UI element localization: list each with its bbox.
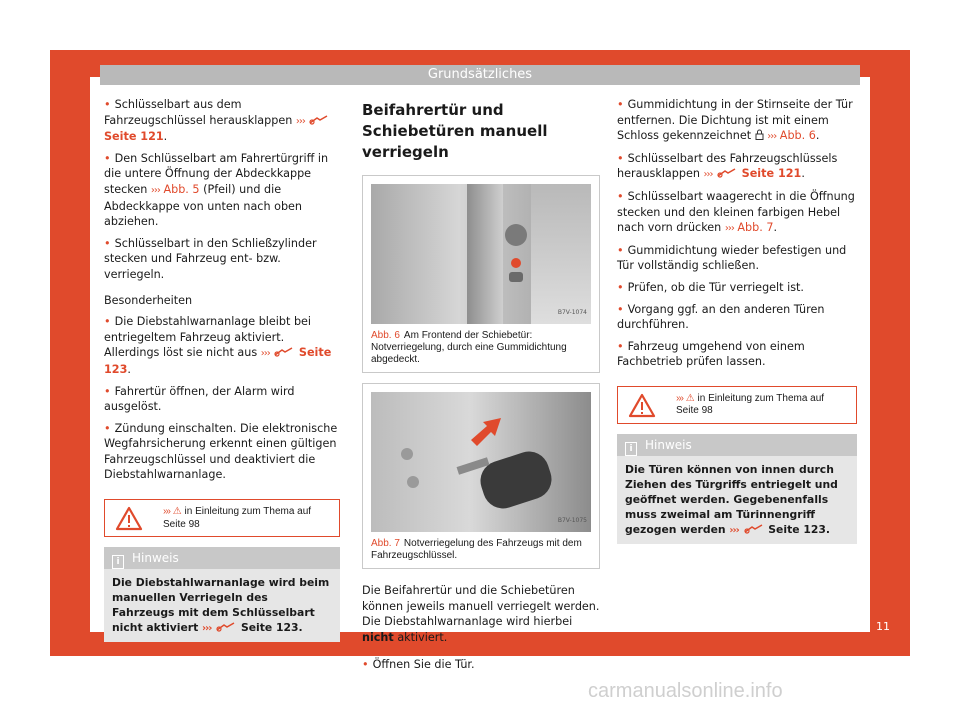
list-item: • Schlüsselbart des Fahrzeugschlüssels herausklappen ››› Seite 121. xyxy=(617,151,838,181)
warning-page: Seite 98 xyxy=(676,405,713,417)
note-box: i Hinweis Die Diebstahlwarnanlage wird beim manuellen Verriegeln des Fahrzeugs mit dem Schlüsselbart nicht aktiviert ››› Seite 123. xyxy=(104,547,340,642)
list-item: • Den Schlüsselbart am Fahrertürgriff in die untere Öffnung der Abdeckkappe stecken ››› Abb. 5 (Pfeil) und die Abdeckkappe von unten nach oben abziehen. xyxy=(104,151,329,229)
list-item: • Fahrzeug umgehend von einem Fachbetrieb prüfen lassen. xyxy=(617,339,805,369)
page-number: 11 xyxy=(876,620,890,633)
list-item: • Schlüsselbart aus dem Fahrzeugschlüssel herausklappen ››› Seite 121. xyxy=(104,97,340,145)
section-title: Beifahrertür und Schiebetüren manuell verriegeln xyxy=(362,101,548,161)
tool-icon xyxy=(308,115,330,125)
page-link[interactable]: Seite 123 xyxy=(104,346,332,376)
figure-link[interactable]: Abb. 6 xyxy=(779,129,816,143)
list-item: • Gummidichtung in der Stirnseite der Tür entfernen. Die Dichtung ist mit einem Schloss gekennzeichnet ››› Abb. 6. xyxy=(617,98,853,143)
warning-triangle-icon xyxy=(115,506,143,531)
list-item: • Gummidichtung wieder befestigen und Tür vollständig schließen. xyxy=(617,243,847,273)
key-photo: B7V-1075 xyxy=(371,392,591,532)
info-icon: i xyxy=(112,555,124,569)
note-title: Hinweis xyxy=(132,551,179,566)
figure-link[interactable]: Abb. 7 xyxy=(737,221,774,235)
list-item: • Schlüsselbart in den Schließzylinder stecken und Fahrzeug ent- bzw. verriegeln. xyxy=(104,236,317,281)
figure-7 xyxy=(362,383,600,569)
warning-text: in Einleitung zum Thema auf xyxy=(697,392,825,404)
warning-triangle-icon xyxy=(628,393,656,418)
note-box: i Hinweis Die Türen können von innen durch Ziehen des Türgriffs entriegelt und geöffnet werden. Gegebenenfalls muss zweimal am Türinnengriff gezogen werden ››› Seite 123. xyxy=(617,434,857,544)
tool-icon xyxy=(273,347,295,357)
page-header: Grundsätzliches xyxy=(100,65,860,85)
page-link[interactable]: Seite 121 xyxy=(104,130,164,144)
page-link[interactable]: Seite 123. xyxy=(240,621,303,635)
figure-caption: Notverriegelung des Fahrzeugs mit dem Fahrzeugschlüssel. xyxy=(371,538,582,561)
section-heading: Besonderheiten xyxy=(104,293,193,307)
note-title: Hinweis xyxy=(645,437,692,452)
tool-icon xyxy=(716,168,738,178)
list-item: • Fahrertür öffnen, der Alarm wird ausgelöst. xyxy=(104,384,295,414)
column-middle xyxy=(362,100,601,679)
list-item: • Prüfen, ob die Tür verriegelt ist. xyxy=(617,280,804,294)
warning-box: ››› ⚠ in Einleitung zum Thema auf Seite 98 xyxy=(104,499,340,537)
list-item: • Die Diebstahlwarnanlage bleibt bei entriegeltem Fahrzeug aktiviert. Allerdings löst sie nicht aus ››› Seite 123. xyxy=(104,315,332,376)
figure-link[interactable]: Abb. 5 xyxy=(163,182,200,196)
column-left xyxy=(104,97,340,642)
figure-caption: Am Frontend der Schiebetür: Notverriegelung, durch eine Gummidichtung abgedeckt. xyxy=(371,330,567,365)
figure-label: Abb. 6 xyxy=(371,330,400,341)
page-link[interactable]: Seite 121 xyxy=(741,167,802,181)
column-right xyxy=(617,97,857,544)
page-link[interactable]: Seite 123. xyxy=(768,522,830,536)
lock-icon xyxy=(755,129,764,140)
figure-6 xyxy=(362,175,600,373)
list-item: • Vorgang ggf. an den anderen Türen durchführen. xyxy=(617,302,825,332)
tool-icon xyxy=(743,524,765,534)
warning-page: Seite 98 xyxy=(163,518,200,530)
list-item: • Öffnen Sie die Tür. xyxy=(362,658,475,672)
door-photo: B7V-1074 xyxy=(371,184,591,324)
watermark: carmanualsonline.info xyxy=(588,680,783,702)
figure-label: Abb. 7 xyxy=(371,538,400,549)
tool-icon xyxy=(215,622,237,632)
list-item: • Zündung einschalten. Die elektronische Wegfahrsicherung erkennt einen gültigen Fahrzeugschlüssel und deaktiviert die Diebstahlwarnanlage. xyxy=(104,421,338,482)
list-item: • Schlüsselbart waagerecht in die Öffnung stecken und den kleinen farbigen Hebel nach vorn drücken ››› Abb. 7. xyxy=(617,189,855,235)
warning-text: in Einleitung zum Thema auf xyxy=(184,506,312,518)
intro-text: Die Beifahrertür und die Schiebetüren können jeweils manuell verriegelt werden. Die Diebstahlwarnanlage wird hierbei nicht aktiviert. xyxy=(362,584,600,644)
warning-box: ››› ⚠ in Einleitung zum Thema auf Seite 98 xyxy=(617,386,857,424)
info-icon: i xyxy=(625,442,637,456)
arrow-icon xyxy=(467,414,507,448)
